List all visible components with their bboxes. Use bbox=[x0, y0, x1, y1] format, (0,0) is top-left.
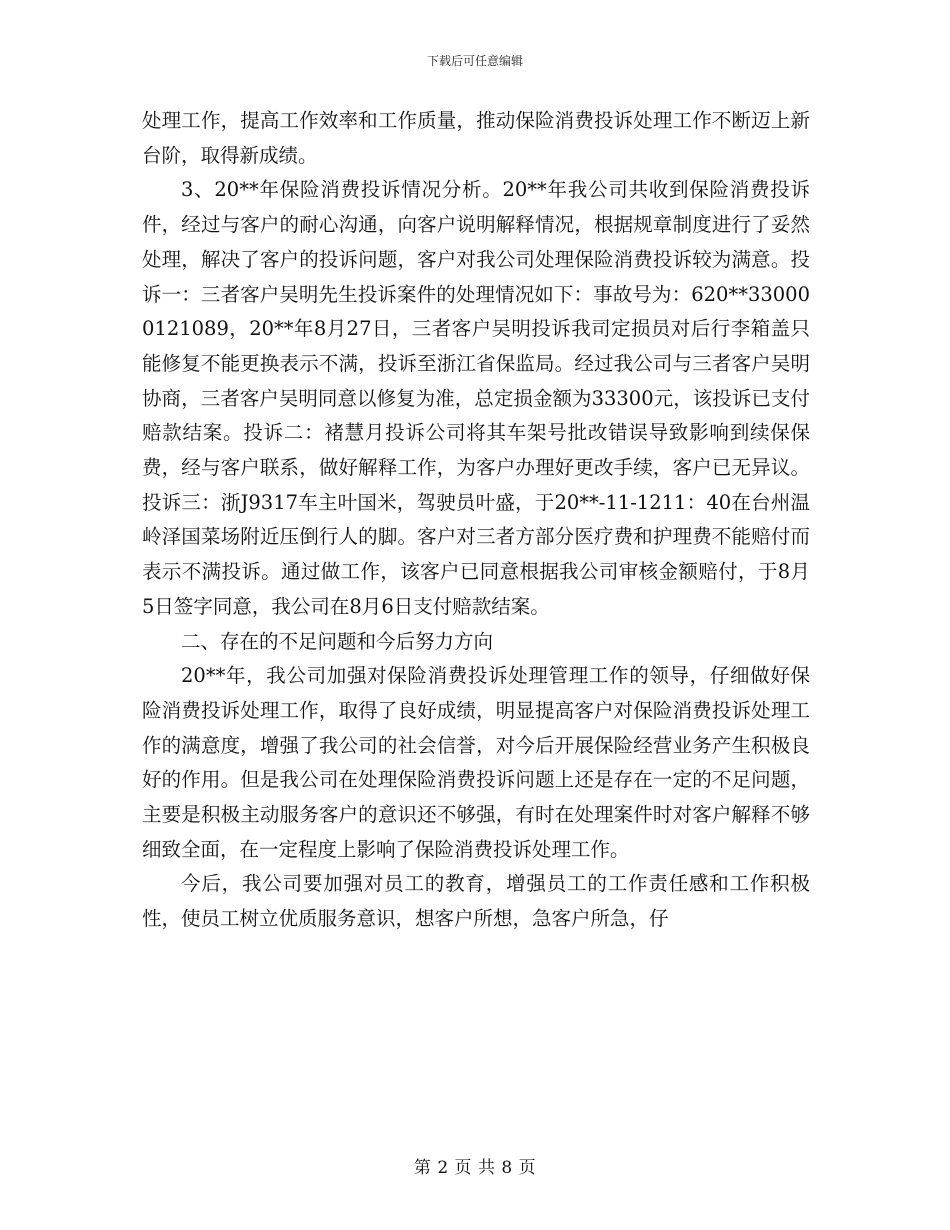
paragraph-shortcomings: 20**年，我公司加强对保险消费投诉处理管理工作的领导，仔细做好保险消费投诉处理工作，取得了良好成绩，明显提高客户对保险消费投诉处理工作的满意度，增强了我公司的社会信誉，对今后开展保险经营业务产生积极良好的作用。但是我公司在处理保险消费投诉问题上还是存在一定的不足问题，主要是积极主动服务客户的意识还不够强，有时在处理案件时对客户解释不够细致全面，在一定程度上影响了保险消费投诉处理工作。 bbox=[142, 664, 810, 861]
section-heading-shortcomings: 二、存在的不足问题和今后努力方向 bbox=[181, 629, 494, 653]
document-body bbox=[142, 104, 810, 937]
page-header: 下载后可任意编辑 bbox=[426, 54, 523, 68]
paragraph-continuation: 处理工作，提高工作效率和工作质量，推动保险消费投诉处理工作不断迈上新台阶，取得新成绩。 bbox=[142, 109, 810, 167]
paragraph-future-plan: 今后，我公司要加强对员工的教育，增强员工的工作责任感和工作积极性，使员工树立优质服务意识，想客户所想，急客户所急，仔 bbox=[142, 872, 810, 931]
page-number-footer: 第 2 页 共 8 页 bbox=[413, 1158, 537, 1178]
paragraph-complaint-analysis: 3、20**年保险消费投诉情况分析。20**年我公司共收到保险消费投诉件，经过与客户的耐心沟通，向客户说明解释情况，根据规章制度进行了妥然处理，解决了客户的投诉问题，客户对我公司处理保险消费投诉较为满意。投诉一：三者客户吴明先生投诉案件的处理情况如下：事故号为：620**330000121089，20**年8月27日，三者客户吴明投诉我司定损员对后行李箱盖只能修复不能更换表示不满，投诉至浙江省保监局。经过我公司与三者客户吴明协商，三者客户吴明同意以修复为准，总定损金额为33300元，该投诉已支付赔款结案。投诉二：褚慧月投诉公司将其车架号批改错误导致影响到续保保费，经与客户联系，做好解释工作，为客户办理好更改手续，客户已无异议。投诉三：浙J9317车主叶国米，驾驶员叶盛，于20**-11-1211：40在台州温岭泽国菜场附近压倒行人的脚。客户对三者方部分医疗费和护理费不能赔付而表示不满投诉。通过做工作，该客户已同意根据我公司审核金额赔付，于8月5日签字同意，我公司在8月6日支付赔款结案。 bbox=[142, 178, 810, 618]
